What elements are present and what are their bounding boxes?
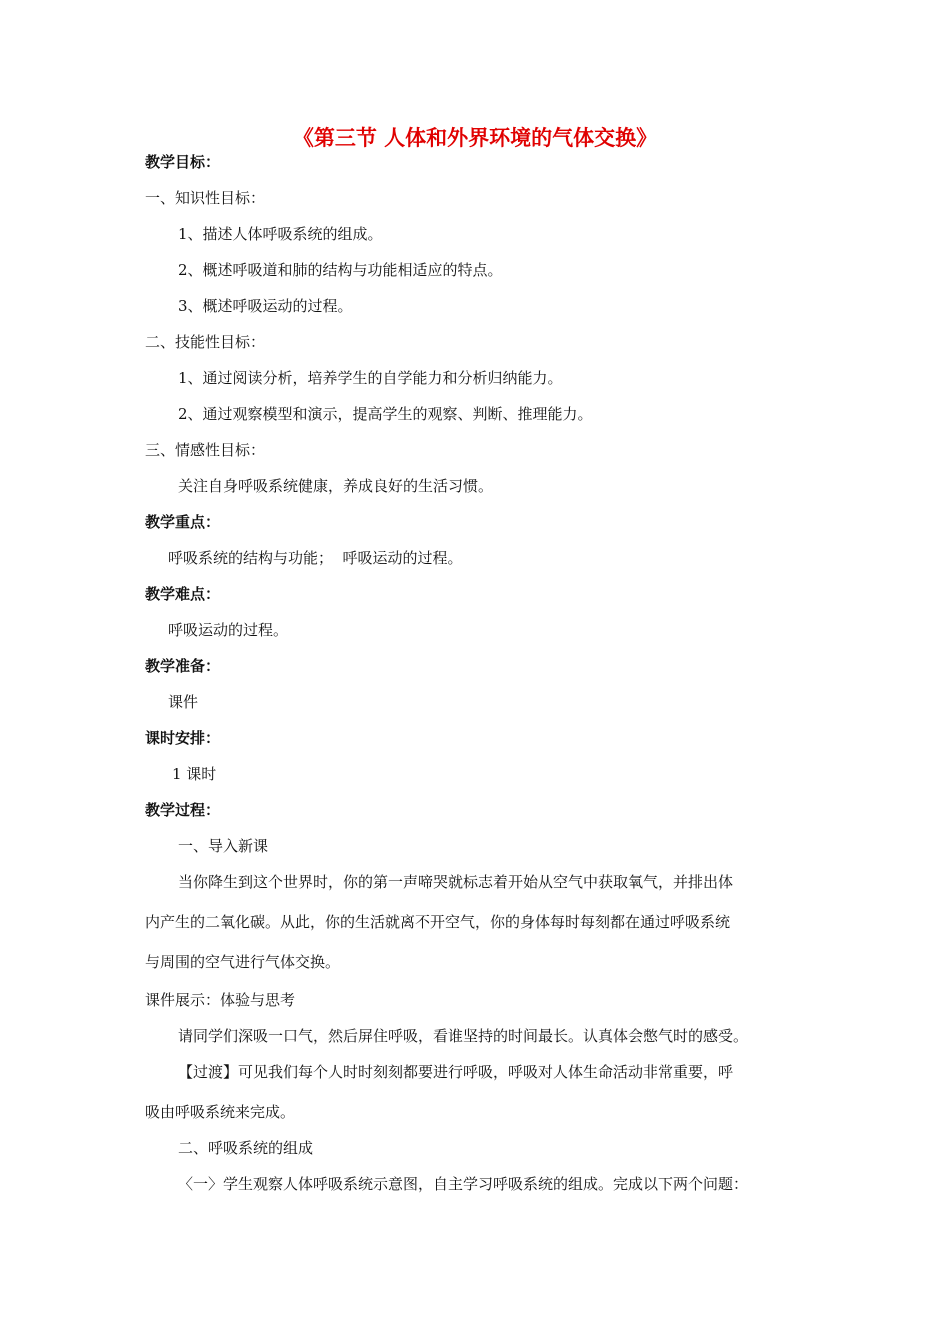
- transition-line: 【过渡】可见我们每个人时时刻刻都要进行呼吸，呼吸对人体生命活动非常重要，呼: [178, 1063, 734, 1081]
- courseware-line: 课件展示：体验与思考: [145, 991, 296, 1009]
- intro-paragraph-line: 内产生的二氧化碳。从此，你的生活就离不开空气，你的身体每时每刻都在通过呼吸系统: [145, 913, 731, 931]
- skill-goal-item: 2、通过观察模型和演示，提高学生的观察、判断、推理能力。: [178, 405, 593, 423]
- section2-heading: 二、呼吸系统的组成: [178, 1139, 314, 1157]
- knowledge-goal-item: 1、描述人体呼吸系统的组成。: [178, 225, 383, 243]
- preparation-heading: 教学准备：: [145, 657, 221, 675]
- experience-line: 请同学们深吸一口气，然后屏住呼吸，看谁坚持的时间最长。认真体会憋气时的感受。: [178, 1027, 749, 1045]
- process-heading: 教学过程：: [145, 801, 221, 819]
- emotion-goals-text: 关注自身呼吸系统健康，养成良好的生活习惯。: [178, 477, 494, 495]
- observe-line: 〈一〉学生观察人体呼吸系统示意图，自主学习呼吸系统的组成。完成以下两个问题：: [178, 1175, 749, 1193]
- knowledge-goal-item: 2、概述呼吸道和肺的结构与功能相适应的特点。: [178, 261, 503, 279]
- schedule-heading: 课时安排：: [145, 729, 221, 747]
- skill-goals-heading: 二、技能性目标：: [145, 333, 266, 351]
- key-points-text: 呼吸系统的结构与功能； 呼吸运动的过程。: [168, 549, 463, 567]
- preparation-text: 课件: [168, 693, 199, 711]
- schedule-text: 1 课时: [172, 765, 217, 783]
- intro-paragraph-line: 与周围的空气进行气体交换。: [145, 953, 341, 971]
- knowledge-goal-item: 3、概述呼吸运动的过程。: [178, 297, 353, 315]
- key-points-heading: 教学重点：: [145, 513, 221, 531]
- knowledge-goals-heading: 一、知识性目标：: [145, 189, 266, 207]
- difficult-points-heading: 教学难点：: [145, 585, 221, 603]
- difficult-points-text: 呼吸运动的过程。: [168, 621, 289, 639]
- emotion-goals-heading: 三、情感性目标：: [145, 441, 266, 459]
- intro-paragraph-line: 当你降生到这个世界时，你的第一声啼哭就标志着开始从空气中获取氧气，并排出体: [178, 873, 734, 891]
- skill-goal-item: 1、通过阅读分析，培养学生的自学能力和分析归纳能力。: [178, 369, 563, 387]
- section1-heading: 一、导入新课: [178, 837, 269, 855]
- document-title: 《第三节 人体和外界环境的气体交换》: [292, 125, 658, 150]
- teaching-goals-heading: 教学目标：: [145, 153, 221, 171]
- transition-line: 吸由呼吸系统来完成。: [145, 1103, 296, 1121]
